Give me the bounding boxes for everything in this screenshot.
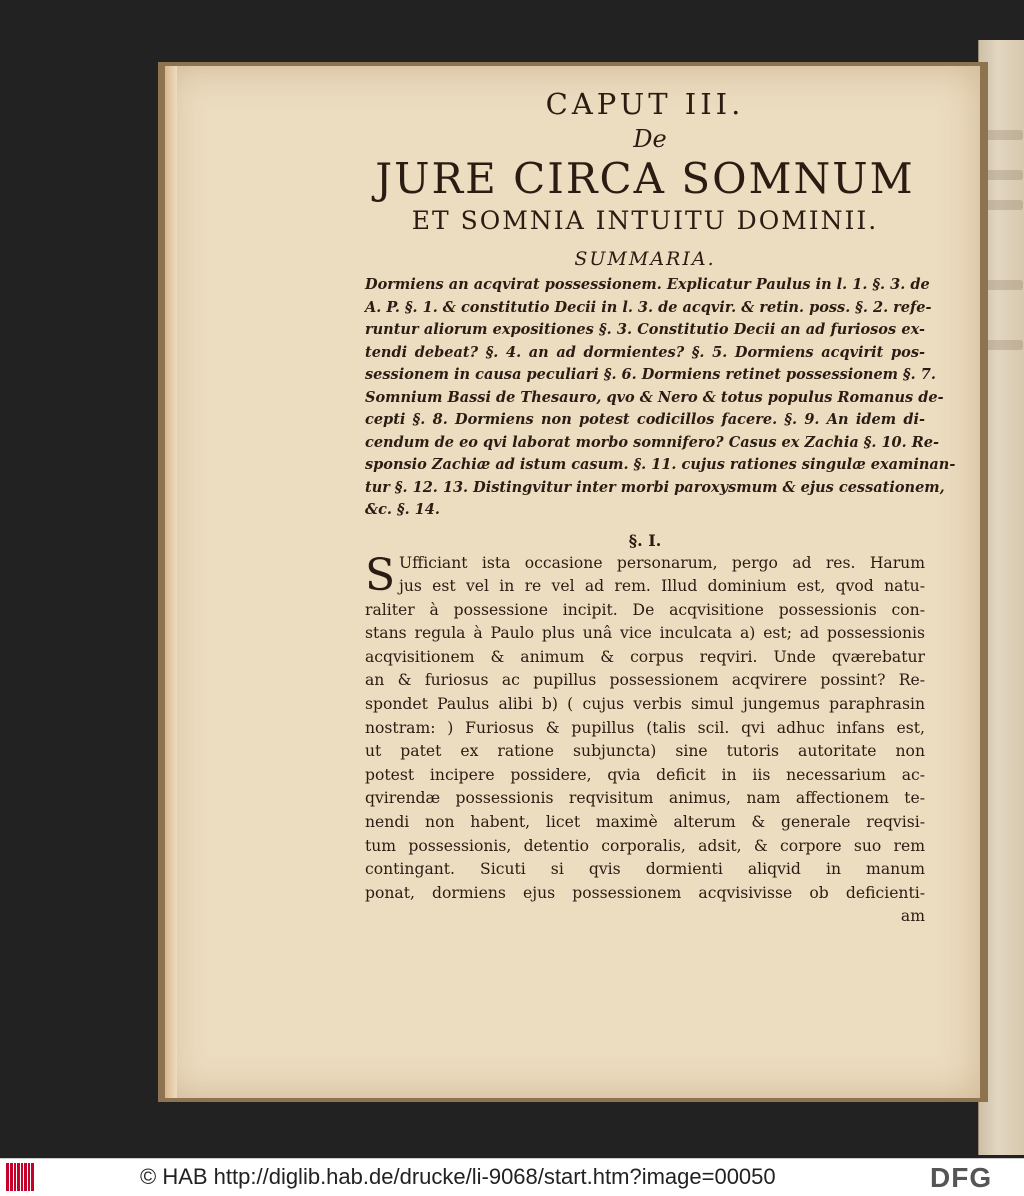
body-line: potest incipere possidere, qvia deficit in iis necessarium ac- <box>365 765 925 784</box>
body-line: qvirendæ possessionis reqvisitum animus, nam affectionem te- <box>365 789 925 808</box>
summary-line: cendum de eo qvi laborat morbo somnifero? Casus ex Zachia §. 10. Re- <box>365 433 940 451</box>
summary-line: A. P. §. 1. & constitutio Decii in l. 3. de acqvir. & retin. poss. §. 2. refe- <box>365 298 932 316</box>
summary-line: tendi debeat? §. 4. an ad dormientes? §. 5. Dormiens acqvirit pos- <box>365 343 925 361</box>
summary-line: tur §. 12. 13. Distingvitur inter morbi paroxysmum & ejus cessationem, <box>365 478 945 496</box>
summary-block <box>365 274 956 522</box>
drop-cap: S <box>365 549 396 601</box>
chapter-title: JURE CIRCA SOMNUM <box>375 154 915 203</box>
body-line: nendi non habent, licet maximè alterum & generale reqvisi- <box>365 813 925 832</box>
summary-line: runtur aliorum expositiones §. 3. Constitutio Decii an ad furiosos ex- <box>365 321 925 338</box>
hab-barcode-logo-icon <box>6 1163 46 1191</box>
dfg-logo: DFG <box>930 1162 993 1193</box>
page-gutter <box>165 66 177 1098</box>
body-line: ponat, dormiens ejus possessionem acqvisivisse ob deficienti- <box>365 883 925 902</box>
chapter-subtitle: ET SOMNIA INTUITU DOMINII. <box>411 206 879 235</box>
chapter-heading: CAPUT III. <box>545 87 745 121</box>
chapter-preposition: De <box>633 125 667 153</box>
body-line: Ufficiant ista occasione personarum, pergo ad res. Harum <box>399 553 925 572</box>
summary-line: &c. §. 14. <box>365 501 440 518</box>
body-line: spondet Paulus alibi b) ( cujus verbis simul jungemus paraphrasin <box>365 695 925 714</box>
page-content <box>365 84 956 927</box>
body-line: an & furiosus ac pupillus possessionem acqvirere possint? Re- <box>365 671 925 690</box>
section-mark: §. I. <box>628 530 662 550</box>
body-line: jus est vel in re vel ad rem. Illud dominium est, qvod natu- <box>399 577 925 596</box>
summary-line: sponsio Zachiæ ad istum casum. §. 11. cujus rationes singulæ examinan- <box>365 456 956 473</box>
copyright-link[interactable]: © HAB http://diglib.hab.de/drucke/li-9068/start.htm?image=00050 <box>140 1164 776 1189</box>
body-line: tum possessionis, detentio corporalis, adsit, & corpore suo rem <box>365 836 925 855</box>
summaria-heading: SUMMARIA. <box>574 248 716 270</box>
summary-line: sessionem in causa peculiari §. 6. Dormiens retinet possessionem §. 7. <box>365 366 936 383</box>
footer-bar <box>0 1158 1024 1196</box>
body-line: ut patet ex ratione subjuncta) sine tutoris autoritate non <box>365 742 925 761</box>
body-line: raliter à possessione incipit. De acqvisitione possessionis con- <box>365 600 925 619</box>
body-text <box>365 549 925 906</box>
body-line: stans regula à Paulo plus unâ vice inculcata a) est; ad possessionis <box>365 624 925 643</box>
body-line: nostram: ) Furiosus & pupillus (talis scil. qvi adhuc infans est, <box>365 718 925 737</box>
body-line: acqvisitionem & animum & corpus reqviri. Unde qværebatur <box>365 647 925 666</box>
summary-line: Dormiens an acqvirat possessionem. Explicatur Paulus in l. 1. §. 3. de <box>365 276 930 293</box>
catchword: am <box>900 907 925 926</box>
summary-line: Somnium Bassi de Thesauro, qvo & Nero & totus populus Romanus de- <box>365 388 944 406</box>
body-line: contingant. Sicuti si qvis dormienti aliqvid in manum <box>365 860 925 879</box>
summary-line: cepti §. 8. Dormiens non potest codicillos facere. §. 9. An idem di- <box>365 411 925 428</box>
